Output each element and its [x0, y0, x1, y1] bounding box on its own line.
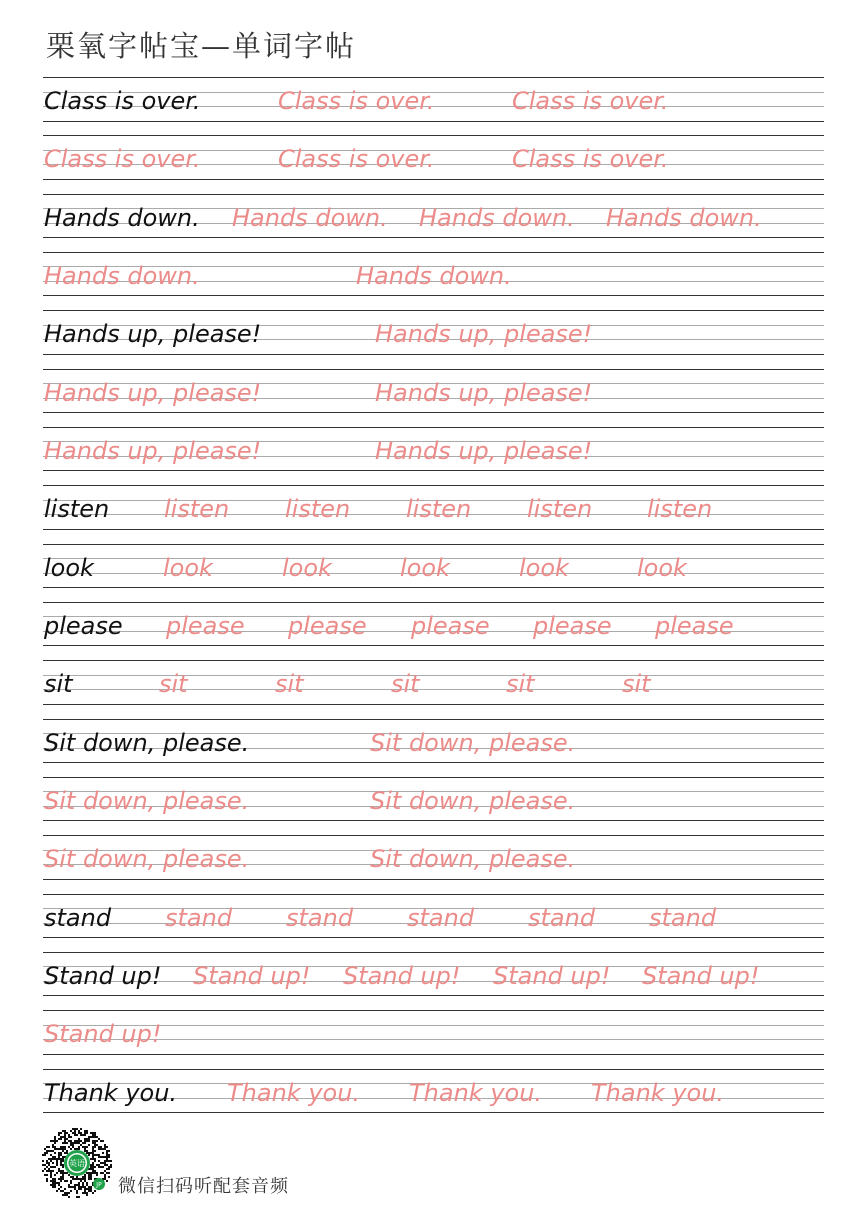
trace-word-sit-down-please: Sit down, please. — [370, 728, 576, 757]
trace-word-please: please — [166, 611, 245, 640]
trace-word-sit-down-please: Sit down, please. — [44, 845, 250, 874]
model-word-class-is-over: Class is over. — [44, 87, 201, 115]
trace-word-thank-you: Thank you. — [227, 1078, 361, 1107]
practice-row — [43, 1010, 824, 1068]
trace-word-listen: listen — [647, 495, 713, 524]
trace-word-stand-up: Stand up! — [343, 961, 461, 990]
guide-line — [43, 835, 824, 836]
trace-word-sit: sit — [159, 670, 188, 699]
guide-line — [43, 310, 824, 311]
model-word-sit-down-please: Sit down, please. — [44, 728, 250, 757]
trace-word-sit-down-please: Sit down, please. — [370, 845, 576, 874]
practice-row — [43, 135, 824, 193]
practice-row — [43, 894, 824, 952]
practice-row — [43, 369, 824, 427]
trace-word-class-is-over: Class is over. — [278, 145, 435, 174]
trace-word-thank-you: Thank you. — [409, 1078, 543, 1107]
trace-word-stand: stand — [528, 903, 596, 932]
guide-line — [43, 660, 824, 661]
qr-code-icon[interactable] — [40, 1126, 114, 1200]
trace-word-hands-down: Hands down. — [356, 261, 512, 290]
footer-audio-hint: 微信扫码听配套音频 — [118, 1176, 289, 1197]
guide-line — [43, 602, 824, 603]
model-word-listen: listen — [44, 495, 110, 524]
guide-line — [43, 77, 824, 78]
qr-corner-label: JP — [96, 1181, 102, 1189]
trace-word-class-is-over: Class is over. — [278, 87, 435, 115]
practice-row — [43, 952, 824, 1010]
trace-word-thank-you: Thank you. — [591, 1078, 725, 1107]
trace-word-sit-down-please: Sit down, please. — [44, 786, 250, 815]
practice-row — [43, 1069, 824, 1127]
trace-word-class-is-over: Class is over. — [44, 145, 201, 174]
trace-word-hands-down: Hands down. — [419, 203, 575, 232]
trace-word-hands-up-please: Hands up, please! — [375, 378, 593, 407]
trace-word-hands-down: Hands down. — [606, 203, 762, 232]
trace-word-look: look — [519, 553, 569, 582]
practice-row — [43, 835, 824, 893]
trace-word-listen: listen — [164, 495, 230, 524]
model-word-stand: stand — [44, 903, 112, 932]
trace-word-stand: stand — [407, 903, 475, 932]
practice-row — [43, 310, 824, 368]
guide-line — [43, 194, 824, 195]
guide-line — [43, 544, 824, 545]
practice-row — [43, 77, 824, 135]
guide-line — [43, 894, 824, 895]
trace-word-listen: listen — [527, 495, 593, 524]
trace-word-look: look — [163, 553, 213, 582]
trace-word-hands-up-please: Hands up, please! — [375, 320, 593, 349]
model-word-look: look — [44, 553, 94, 582]
guide-line — [43, 1069, 824, 1070]
guide-line — [43, 1010, 824, 1011]
trace-word-hands-down: Hands down. — [44, 261, 200, 290]
practice-row — [43, 544, 824, 602]
practice-row — [43, 777, 824, 835]
trace-word-stand-up: Stand up! — [193, 961, 311, 990]
trace-word-sit: sit — [506, 670, 535, 699]
trace-word-stand-up: Stand up! — [642, 961, 760, 990]
trace-word-hands-up-please: Hands up, please! — [44, 378, 262, 407]
trace-word-sit: sit — [275, 670, 304, 699]
model-word-sit: sit — [44, 670, 73, 699]
footer — [40, 1126, 440, 1201]
trace-word-sit: sit — [391, 670, 420, 699]
guide-line — [43, 777, 824, 778]
practice-row — [43, 427, 824, 485]
trace-word-please: please — [533, 611, 612, 640]
practice-row — [43, 194, 824, 252]
practice-row — [43, 660, 824, 718]
trace-word-hands-up-please: Hands up, please! — [44, 436, 262, 465]
guide-line — [43, 427, 824, 428]
guide-line — [43, 369, 824, 370]
trace-word-please: please — [411, 611, 490, 640]
model-word-please: please — [44, 611, 123, 640]
trace-word-hands-down: Hands down. — [232, 203, 388, 232]
trace-word-class-is-over: Class is over. — [512, 87, 669, 115]
trace-word-hands-up-please: Hands up, please! — [375, 436, 593, 465]
trace-word-listen: listen — [285, 495, 351, 524]
trace-word-please: please — [655, 611, 734, 640]
model-word-hands-up-please: Hands up, please! — [44, 320, 262, 349]
page-title: 栗氧字帖宝—单词字帖 — [46, 29, 357, 63]
trace-word-sit: sit — [622, 670, 651, 699]
qr-badge-label: 英语 — [69, 1159, 85, 1168]
trace-word-stand: stand — [165, 903, 233, 932]
practice-row — [43, 252, 824, 310]
guide-line — [43, 485, 824, 486]
guide-line — [43, 719, 824, 720]
practice-row — [43, 602, 824, 660]
trace-word-stand: stand — [286, 903, 354, 932]
writing-sheet — [43, 77, 824, 1127]
trace-word-stand-up: Stand up! — [44, 1020, 162, 1049]
model-word-hands-down: Hands down. — [44, 203, 200, 232]
practice-row — [43, 719, 824, 777]
trace-word-look: look — [400, 553, 450, 582]
practice-row — [43, 485, 824, 543]
trace-word-stand: stand — [649, 903, 717, 932]
guide-line — [43, 252, 824, 253]
trace-word-stand-up: Stand up! — [493, 961, 611, 990]
trace-word-please: please — [288, 611, 367, 640]
trace-word-sit-down-please: Sit down, please. — [370, 786, 576, 815]
trace-word-look: look — [637, 553, 687, 582]
guide-line — [43, 952, 824, 953]
trace-word-class-is-over: Class is over. — [512, 145, 669, 174]
trace-word-look: look — [282, 553, 332, 582]
guide-line — [43, 135, 824, 136]
model-word-stand-up: Stand up! — [44, 961, 162, 990]
trace-word-listen: listen — [406, 495, 472, 524]
model-word-thank-you: Thank you. — [44, 1078, 178, 1107]
